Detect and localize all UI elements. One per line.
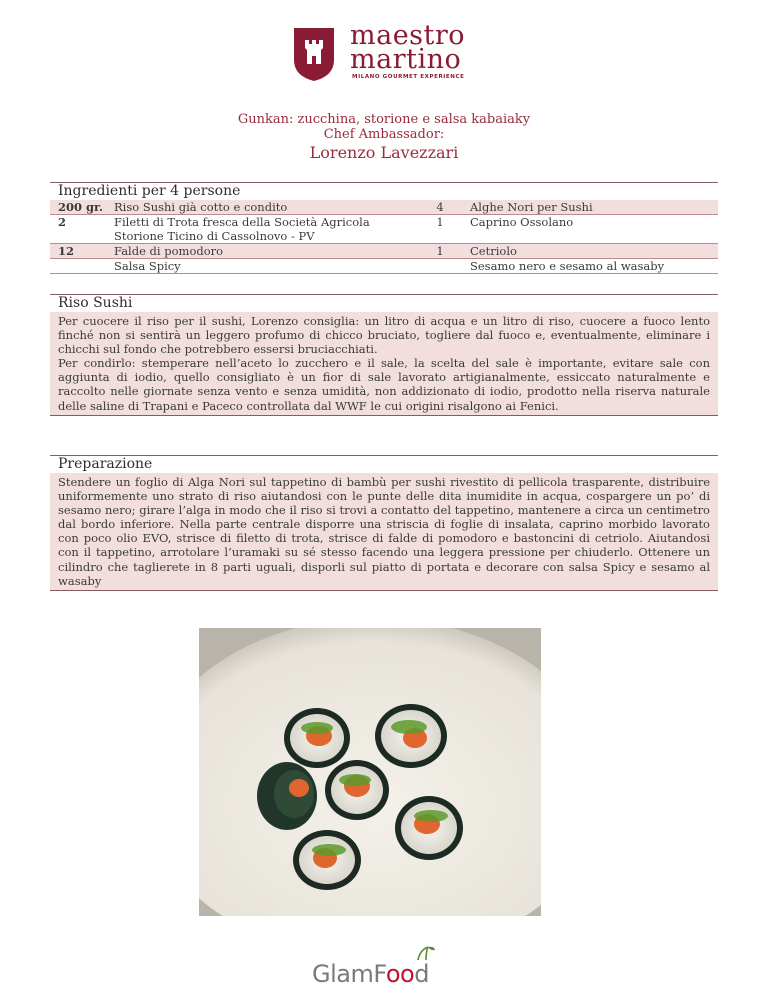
- ingredients-table: [50, 200, 718, 274]
- chef-role: Chef Ambassador:: [323, 127, 445, 142]
- ingredient-qty: 200 gr.: [58, 200, 104, 214]
- ingredient-name: Filetti di Trota fresca della Società Agricola Storione Ticino di Cassolnovo - PV: [114, 215, 370, 243]
- recipe-title: Gunkan: zucchina, storione e salsa kabaiaky: [237, 112, 531, 127]
- sushi-piece-5: [395, 796, 463, 860]
- logo-line2: martino: [350, 44, 462, 75]
- glamfood-logo: [312, 946, 462, 988]
- ingredient-qty: 12: [58, 244, 75, 258]
- riso-paragraph-2: Per condirlo: stemperare nell’aceto lo zucchero e il sale, la scelta del sale è importante, evitare sale con aggiunta di iodio, quello consigliato è un fior di sale lavorato artigianalmente, essiccato naturalmente e raccolto nelle giornate senza vento e senza umidità, non addizionato di iodio, prodotto nella riserva naturale delle saline di Trapani e Paceco controllata dal WWF le cui origini risalgono ai Fenici.: [58, 356, 710, 413]
- ingredient-row: [50, 200, 718, 215]
- sushi-piece-6: [293, 830, 361, 890]
- brand-part: d: [414, 960, 429, 988]
- logo-line1: maestro: [350, 20, 466, 51]
- ingredients-title: Ingredienti per 4 persone: [50, 182, 718, 201]
- ingredient-row: [50, 259, 718, 274]
- riso-text: [50, 312, 718, 416]
- logo-tagline: MILANO GOURMET EXPERIENCE: [352, 74, 465, 80]
- ingredient-name: Sesamo nero e sesamo al wasaby: [470, 259, 665, 273]
- riso-title: Riso Sushi: [50, 294, 718, 313]
- ingredient-qty: [50, 259, 114, 273]
- sushi-piece-4: [257, 762, 317, 830]
- ingredient-name: Caprino Ossolano: [470, 215, 574, 229]
- sushi-photo: [199, 628, 541, 916]
- ingredient-row: [50, 244, 718, 259]
- brand-part: o: [400, 960, 415, 988]
- ingredient-row: [50, 215, 718, 244]
- sushi-plate-illustration: [199, 628, 541, 916]
- preparazione-title: Preparazione: [50, 455, 718, 474]
- ingredient-qty: 1: [436, 215, 444, 229]
- ingredient-qty: [414, 259, 466, 273]
- preparazione-paragraph: Stendere un foglio di Alga Nori sul tappetino di bambù per sushi rivestito di pellicola trasparente, distribuire uniformemente uno strato di riso aiutandosi con le punte delle dita inumidite in acqua, cospargere un po’ di sesamo nero; girare l’alga in modo che il riso si trovi a contatto del tappetino, mantenere a circa un centimetro dal bordo inferiore. Nella parte centrale disporre una striscia di foglie di insalata, caprino morbido lavorato con poco olio EVO, strisce di filetto di trota, strisce di falde di pomodoro e bastoncini di cetriolo. Aiutandosi con il tappetino, arrotolare l’uramaki su sé stesso facendo una leggera pressione per chiuderlo. Ottenere un cilindro che taglierete in 8 parti uguali, disporli sul piatto di portata e decorare con salsa Spicy e sesamo al wasaby: [58, 475, 710, 588]
- ingredient-qty: 4: [436, 200, 444, 214]
- brand-part: Glam: [312, 960, 374, 988]
- ingredient-qty: 2: [58, 215, 67, 229]
- maestro-martino-logo: [292, 20, 482, 84]
- recipe-heading: [0, 112, 768, 163]
- ingredient-name: Falde di pomodoro: [114, 244, 224, 258]
- ingredient-name: Cetriolo: [470, 244, 517, 258]
- brand-part: o: [385, 960, 400, 988]
- riso-paragraph-1: Per cuocere il riso per il sushi, Lorenzo consiglia: un litro di acqua e un litro di riso, cuocere a fuoco lento finché non si sentirà un leggero profumo di chicco bruciato, togliere dal fuoco e, eventualmente, eliminare i chicchi sul fondo che potrebbero essersi bruciacchiati.: [58, 314, 710, 357]
- ingredient-name: Alghe Nori per Sushi: [470, 200, 593, 214]
- sushi-piece-3: [325, 760, 389, 820]
- preparazione-text: [50, 473, 718, 591]
- brand-part: F: [373, 960, 386, 988]
- sushi-piece-2: [375, 704, 447, 768]
- sushi-piece-1: [284, 708, 350, 768]
- glamfood-wordmark: [312, 960, 429, 988]
- logo-wordmark: [350, 20, 466, 75]
- chef-name: Lorenzo Lavezzari: [309, 143, 459, 162]
- ingredient-qty: 1: [436, 244, 444, 258]
- ingredient-name: Salsa Spicy: [114, 259, 181, 273]
- castle-shield-icon: [292, 26, 336, 82]
- ingredient-name: Riso Sushi già cotto e condito: [114, 200, 288, 214]
